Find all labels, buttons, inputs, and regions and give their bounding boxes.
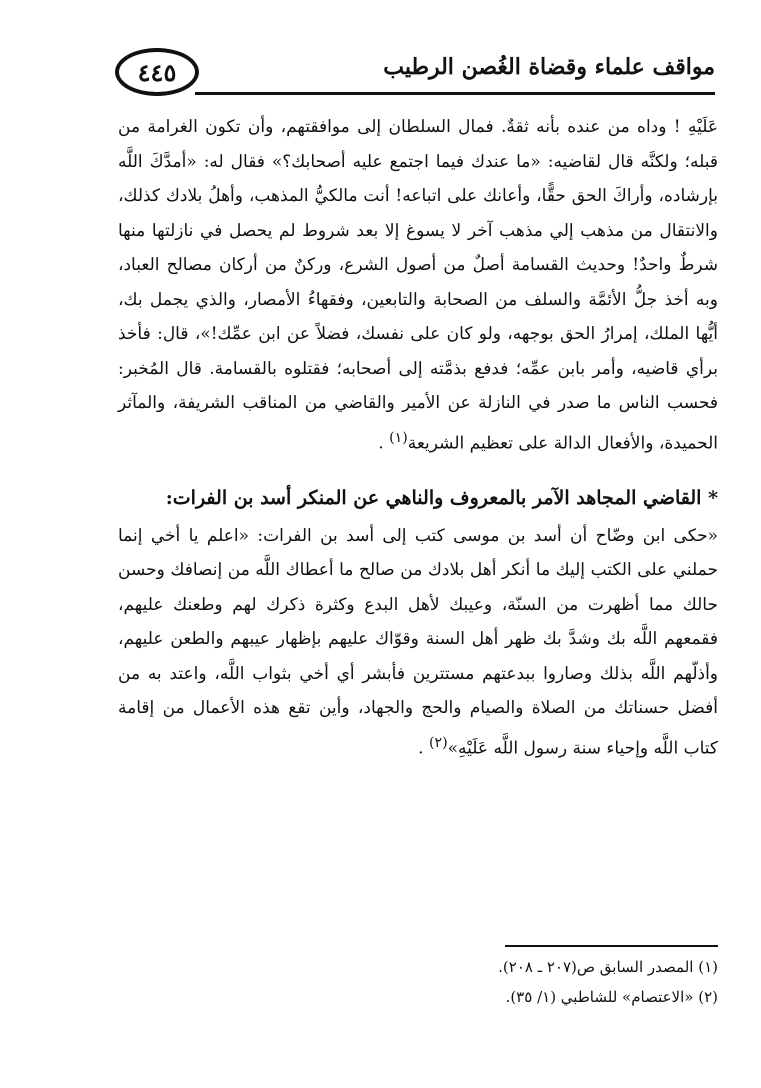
page-number: ٤٤٥	[137, 57, 177, 87]
paragraph-1	[118, 110, 718, 461]
footnote-1: (١) المصدر السابق ص(٢٠٧ ـ ٢٠٨).	[498, 958, 718, 976]
main-text	[118, 110, 718, 766]
paragraph-2-end: .	[418, 738, 429, 759]
footnote-ref-1[interactable]: (١)	[389, 429, 408, 446]
section-heading	[118, 481, 718, 515]
paragraph-2	[118, 519, 718, 766]
footnotes	[300, 952, 718, 1012]
running-title: مواقف علماء وقضاة الغُصن الرطيب	[383, 54, 715, 80]
page-header	[115, 48, 715, 96]
footnote-ref-2[interactable]: (٢)	[428, 734, 448, 751]
paragraph-1-end: .	[378, 433, 390, 454]
footnote-2: (٢) «الاعتصام» للشاطبي (١/ ٣٥).	[505, 988, 718, 1006]
footnote-rule	[505, 945, 718, 947]
page-number-oval	[115, 48, 199, 96]
section-heading-text: القاضي المجاهد الآمر بالمعروف والناهي عن المنكر أسد بن الفرات:	[165, 486, 702, 509]
star-bullet: *	[708, 486, 718, 509]
header-rule	[195, 92, 715, 95]
paragraph-1-text: عَلَيْهِ ! وداه من عنده بأنه ثقةٌ. فمال السلطان إلى موافقتهم، وأن تكون الغرامة من قبله؛ ولكنَّه قال لقاضيه: «ما عندك فيما اجتمع عليه أصحابك؟» فقال له: «أمدَّكَ اللَّه بإرشاده، وأراكَ الحق حقًّا، وأعانك على اتباعه! أنت مالكيُّ المذهب، وأهلُ بلادك كذلك، والانتقال من مذهب إلي مذهب آخر لا يسوغ إلا بعد شروط لم يحصل في نازلتها منها شرطٌ واحدٌ! وحديث القسامة أصلٌ من أصول الشرع، وركنٌ من أركان مصالح العباد، وبه أخذ جلُّ الأئمَّة والسلف من الصحابة والتابعين، وفقهاءُ الأمصار، والذي يجمل بك، أيُّها الملك، إمرارُ الحق بوجهه، ولو كان على نفسك، فضلاً عن ابن عمِّك!»، قال: فأخذ برأي قاضيه، وأمر بابن عمِّه؛ فدفع بذمَّته إلى أصحابه؛ فقتلوه بالقسامة. قال المُخبر: فحسب الناس ما صدر في النازلة عن الأمير والقاضي من المناقب الشريفة، والمآثر الحميدة، والأفعال الدالة على تعظيم الشريعة	[118, 117, 718, 454]
paragraph-2-text: «حكى ابن وضّاح أن أسد بن موسى كتب إلى أسد بن الفرات: «اعلم يا أخي إنما حملني على الكتب إليك ما أنكر أهل بلادك من صالح ما أعطاك اللَّه من إنصافك وحسن حالك مما أظهرت من السنّة، وعيبك لأهل البدع وكثرة ذكرك لهم وطعنك عليهم، فقمعهم اللَّه بك وشدَّ بك ظهر أهل السنة وقوّاك عليهم بإظهار عيبهم والطعن عليهم، وأذلّهم اللَّه بذلك وصاروا ببدعتهم مستترين فأبشر أي أخي بثواب اللَّه، واعتد به من أفضل حسناتك من الصلاة والصيام والحج والجهاد، وأين تقع هذه الأعمال من إقامة كتاب اللَّه وإحياء سنة رسول اللَّه عَلَيْهِ»	[118, 525, 718, 759]
